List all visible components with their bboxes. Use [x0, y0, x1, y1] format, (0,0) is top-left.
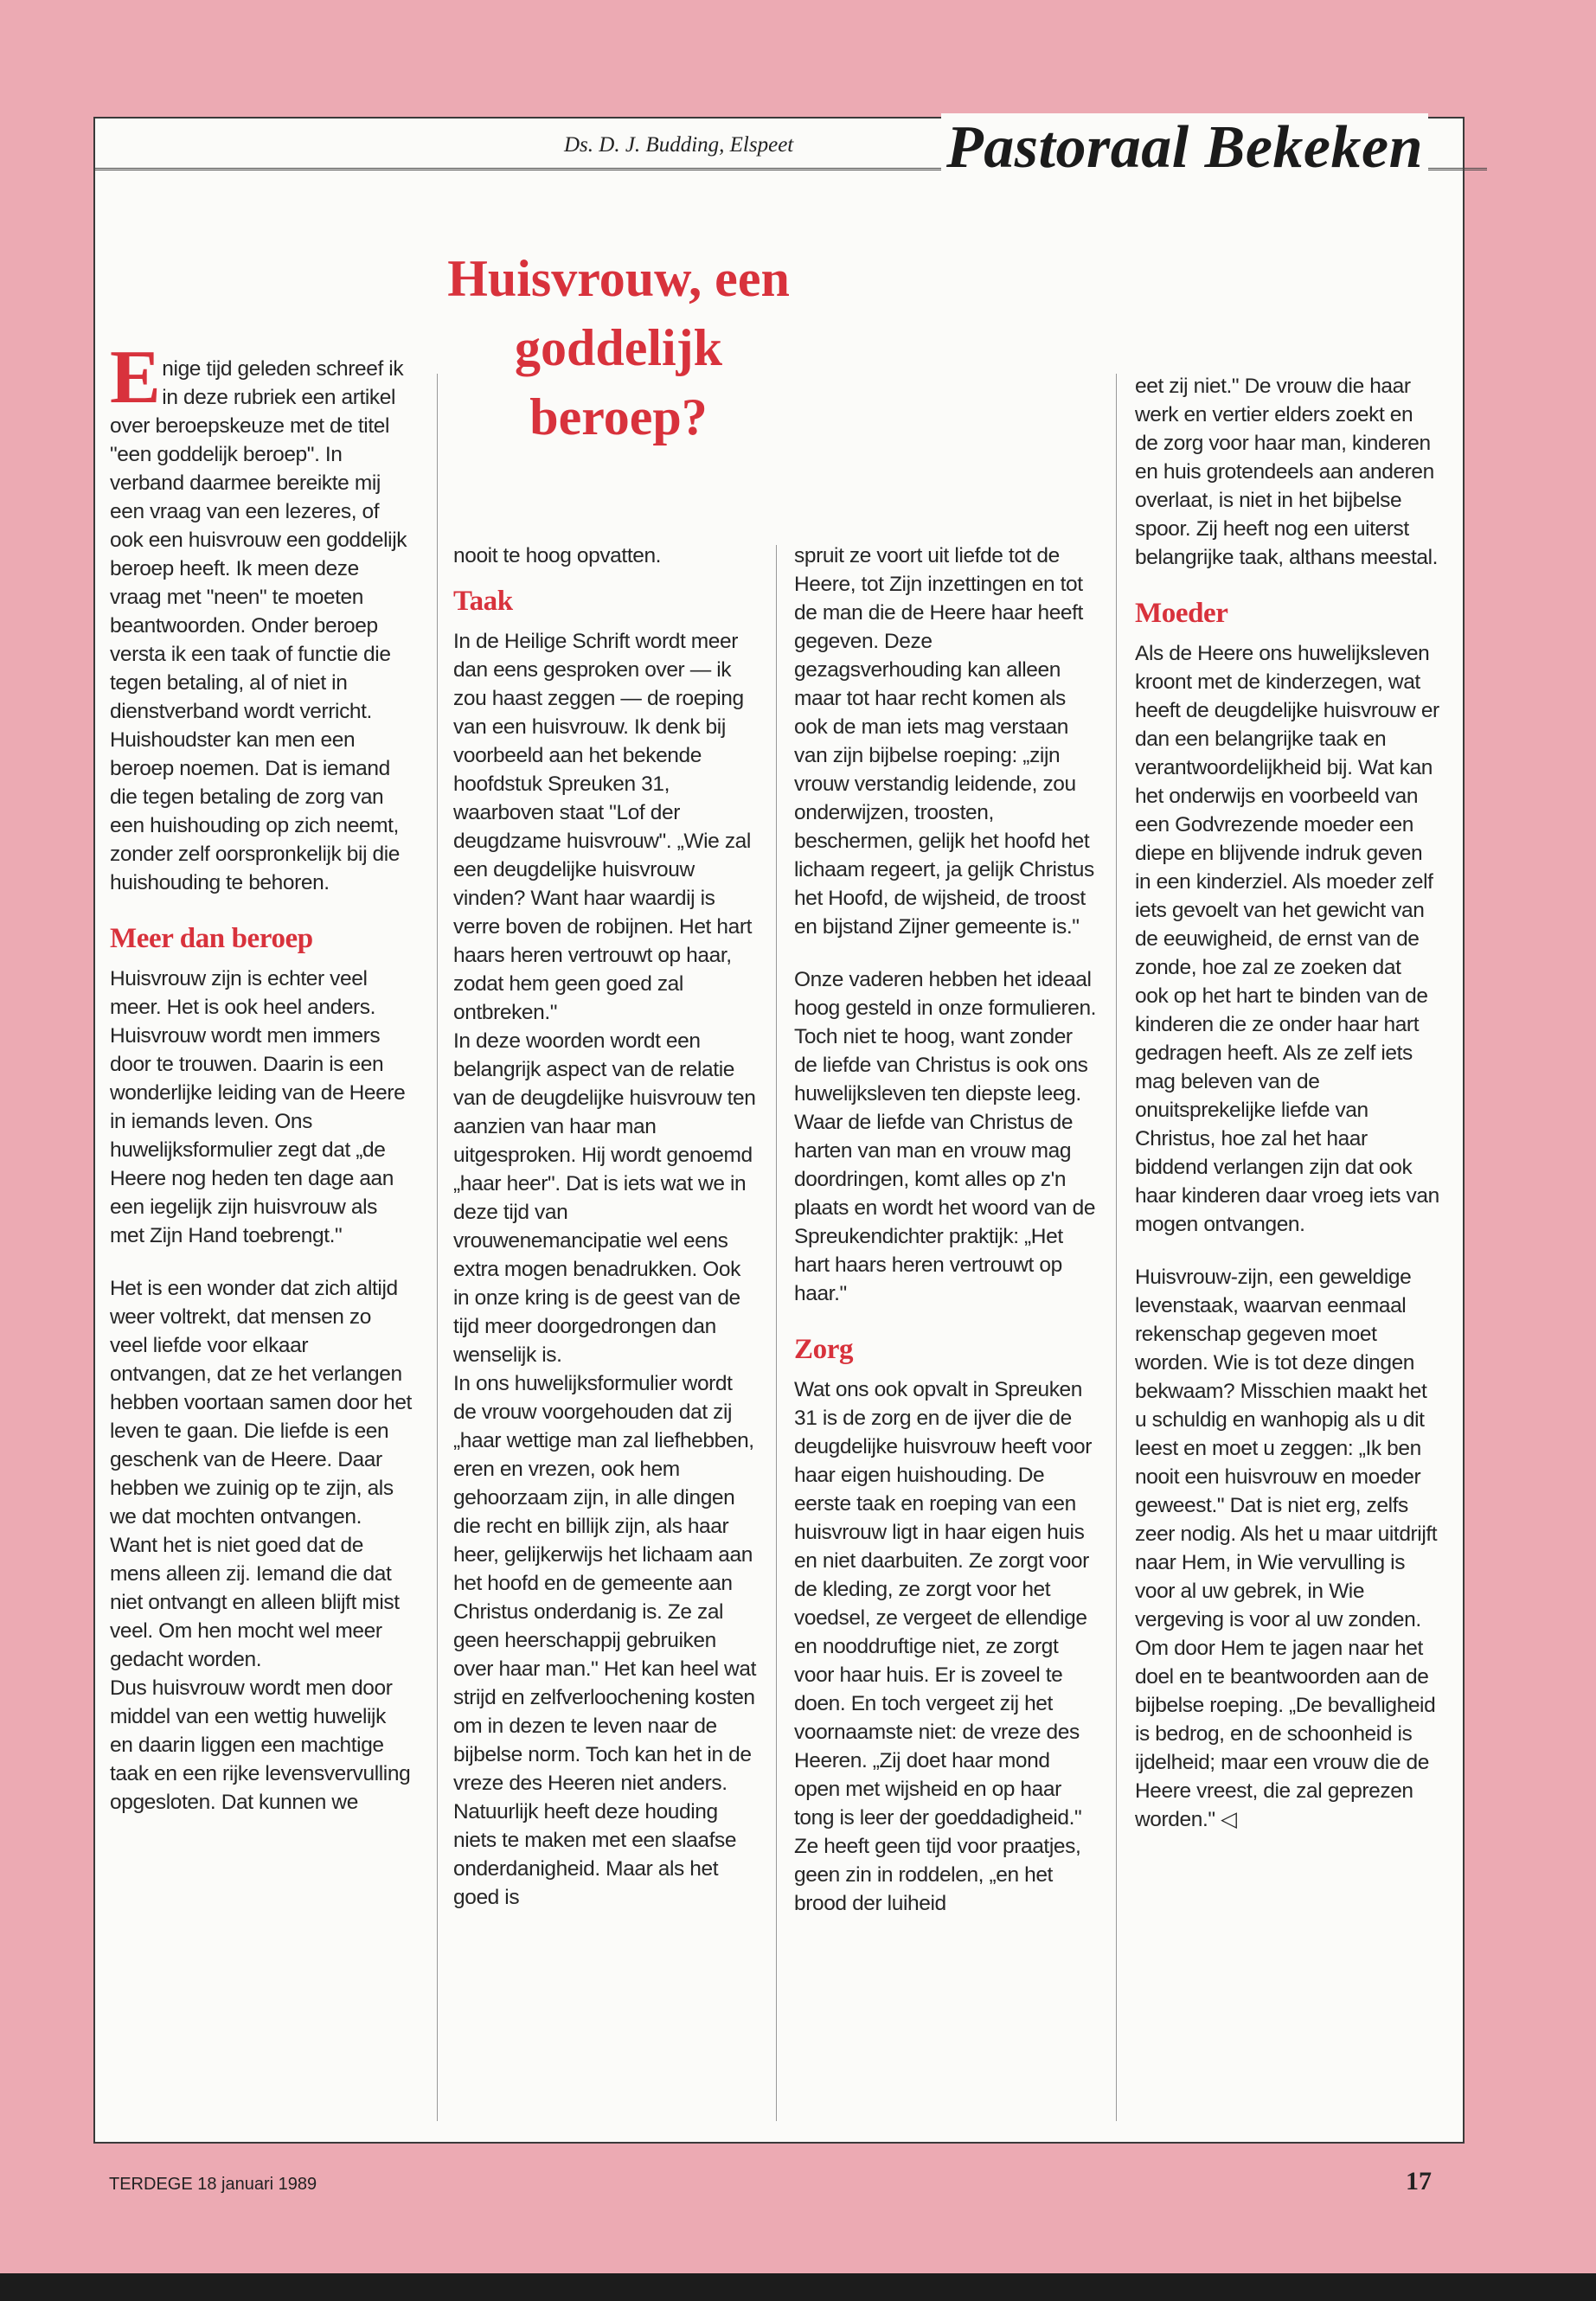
section-heading-zorg: Zorg — [794, 1334, 854, 1365]
section-heading-taak: Taak — [453, 586, 513, 617]
column-4 — [1135, 372, 1439, 1858]
paragraph: Huisvrouw zijn is echter veel meer. Het is ook heel anders. Huisvrouw wordt men immers door te trouwen. Daarin is een wonderlijke leiding van de Heere in iemands leven. Ons huwelijksformulier zegt dat „de Heere nog heden ten dage aan een iegelijk zijn huisvrouw als met Zijn Hand toebrengt." — [110, 967, 406, 1247]
paragraph: Wat ons ook opvalt in Spreuken 31 is de zorg en de ijver die de deugdelijke huisvrouw heeft voor haar eigen huishouding. De eerste taak en roeping van een huisvrouw ligt in haar eigen huis en niet daarbuiten. Ze zorgt voor de kleding, ze zorgt voor het voedsel, ze vergeet de ellendige en nooddruftige niet, ze zorgt voor haar huis. Er is zoveel te doen. En toch vergeet zij het voornaamste niet: de vreze des Heeren. „Zij doet haar mond open met wijsheid en op haar tong is leer der goeddadigheid." Ze heeft geen tijd voor praatjes, geen zin in roddelen, „en het brood der luiheid — [794, 1378, 1093, 1915]
drop-cap: E — [110, 336, 161, 420]
paragraph: eet zij niet." De vrouw die haar werk en vertier elders zoekt en de zorg voor haar man, kinderen en huis grotendeels aan anderen overlaat, is niet in het bijbelse spoor. Zij heeft nog een uiterst belangrijke taak, althans meestal. — [1135, 375, 1439, 569]
column-divider-3 — [1116, 374, 1117, 2121]
lead-line: nooit te hoog opvatten. — [453, 544, 662, 567]
rubric-title: Pastoraal Bekeken — [941, 113, 1428, 183]
paragraph: In de Heilige Schrift wordt meer dan eens gesproken over — ik zou haast zeggen — de roeping van een huisvrouw. Ik denk bij voorbeeld aan het bekende hoofdstuk Spreuken 31, waarboven staat "Lof der deugdzame huisvrouw". „Wie zal een deugdelijke huisvrouw vinden? Want haar waardij is verre boven de robijnen. Het hart haars heren vertrouwt op haar, zodat hem geen goed zal ontbreken." — [453, 630, 752, 1024]
column-3 — [794, 542, 1099, 1942]
article-title: Huisvrouw, een goddelijk beroep? — [447, 250, 790, 445]
paragraph: Huisvrouw-zijn, een geweldige levenstaak, waarvan eenmaal rekenschap gegeven moet worden. Wie is tot deze dingen bekwaam? Misschien maakt het u schuldig en wanhopig als u dit leest en moet u zeggen: „Ik ben nooit een huisvrouw en moeder geweest." Dat is niet erg, zelfs zeer nodig. Als het u maar uitdrijft naar Hem, in Wie vervulling is voor al uw gebrek, in Wie vergeving is voor al uw zonden. Om door Hem te jagen naar het doel en te beantwoorden aan de bijbelse roeping. „De bevalligheid is bedrog, en de schoonheid is ijdelheid; maar een vrouw die de Heere vreest, die zal geprezen worden." ◁ — [1135, 1266, 1438, 1831]
intro-paragraph: Enige tijd geleden schreef ik in deze rubriek een artikel over beroepskeuze met de titel "een goddelijk beroep". In verband daarmee bereikte mij een vraag van een lezeres, of ook een huisvrouw een goddelijk beroep heeft. Ik meen deze vraag met "neen" te moeten beantwoorden. Onder beroep versta ik een taak of functie die tegen betaling, al of niet in dienstverband wordt verricht. Huishoudster kan men een beroep noemen. Dat is iemand die tegen betaling de zorg van een huishouding op zich neemt, zonder zelf oorspronkelijk bij die huishouding te behoren. — [110, 336, 407, 894]
paragraph: spruit ze voort uit liefde tot de Heere, tot Zijn inzettingen en tot de man die de Heere haar heeft gegeven. Deze gezagsverhouding kan alleen maar tot haar recht komen als ook de man iets mag verstaan van zijn bijbelse roeping: „zijn vrouw verstandig leidende, zou onderwijzen, troosten, beschermen, gelijk het hoofd het lichaam regeert, ja gelijk Christus het Hoofd, de wijsheid, de troost en bijstand Zijner gemeente is." — [794, 544, 1094, 939]
section-heading-moeder: Moeder — [1135, 598, 1228, 629]
paragraph: In deze woorden wordt een belangrijk aspect van de relatie van de deugdelijke huisvrouw ten aanzien van haar man uitgesproken. Hij wordt genoemd „haar heer". Dat is iets wat we in deze tijd van vrouwenemancipatie wel eens extra mogen benadrukken. Ook in onze kring is de geest van de tijd meer doorgedrongen dan wenselijk is. — [453, 1029, 756, 1367]
column-1 — [110, 336, 413, 1841]
paragraph: In ons huwelijksformulier wordt de vrouw voorgehouden dat zij „haar wettige man zal liefhebben, eren en vrezen, ook hem gehoorzaam zijn, in alle dingen die recht en billijk zijn, als haar heer, gelijkerwijs het lichaam aan het hoofd en de gemeente aan Christus onderdanig is. Ze zal geen heerschappij gebruiken over haar man." Het kan heel wat strijd en zelfverloochening kosten om in dezen te leven naar de bijbelse norm. Toch kan het in de vreze des Heeren niet anders. — [453, 1372, 756, 1795]
section-heading-meer-dan-beroep: Meer dan beroep — [110, 923, 313, 954]
scan-edge — [0, 2273, 1596, 2301]
paragraph: Onze vaderen hebben het ideaal hoog gesteld in onze formulieren. Toch niet te hoog, want zonder de liefde van Christus is ook ons huwelijksleven ten diepste leeg. Waar de liefde van Christus de harten van man en vrouw mag doordringen, komt alles op z'n plaats en wordt het woord van de Spreukendichter praktijk: „Het hart haars heren vertrouwt op haar." — [794, 968, 1097, 1305]
column-divider-2 — [776, 545, 777, 2121]
publication-footer: TERDEGE 18 januari 1989 — [109, 2175, 317, 2194]
paragraph: Als de Heere ons huwelijksleven kroont met de kinderzegen, wat heeft de deugdelijke huisvrouw er dan een belangrijke taak en verantwoordelijkheid bij. Wat kan het onderwijs en voorbeeld van een Godvrezende moeder een diepe en blijvende indruk geven in een kinderziel. Als moeder zelf iets gevoelt van het gewicht van de eeuwigheid, de ernst van de zonde, hoe zal ze zoeken dat ook op het hart te binden van de kinderen die ze onder haar hart gedragen heeft. Als ze zelf iets mag beleven van de onuitsprekelijke liefde van Christus, hoe zal het haar biddend verlangen zijn dat ook haar kinderen daar vroeg iets van mogen ontvangen. — [1135, 642, 1439, 1236]
page-number: 17 — [1406, 2167, 1432, 2195]
paragraph: Dus huisvrouw wordt men door middel van een wettig huwelijk en daarin liggen een machtige taak en een rijke levensvervulling opgesloten. Dat kunnen we — [110, 1676, 411, 1814]
paragraph: Natuurlijk heeft deze houding niets te maken met een slaafse onderdanigheid. Maar als het goed is — [453, 1800, 737, 1909]
author-byline: Ds. D. J. Budding, Elspeet — [554, 133, 804, 157]
column-divider-1 — [437, 374, 438, 2121]
paragraph: Het is een wonder dat zich altijd weer voltrekt, dat mensen zo veel liefde voor elkaar ontvangen, dat ze het verlangen hebben voortaan samen door het leven te gaan. Die liefde is een geschenk van de Heere. Daar hebben we zuinig op te zijn, als we dat mochten ontvangen. Want het is niet goed dat de mens alleen zij. Iemand die dat niet ontvangt en alleen blijft mist veel. Om hen mocht wel meer gedacht worden. — [110, 1277, 412, 1671]
column-2 — [453, 542, 756, 1936]
